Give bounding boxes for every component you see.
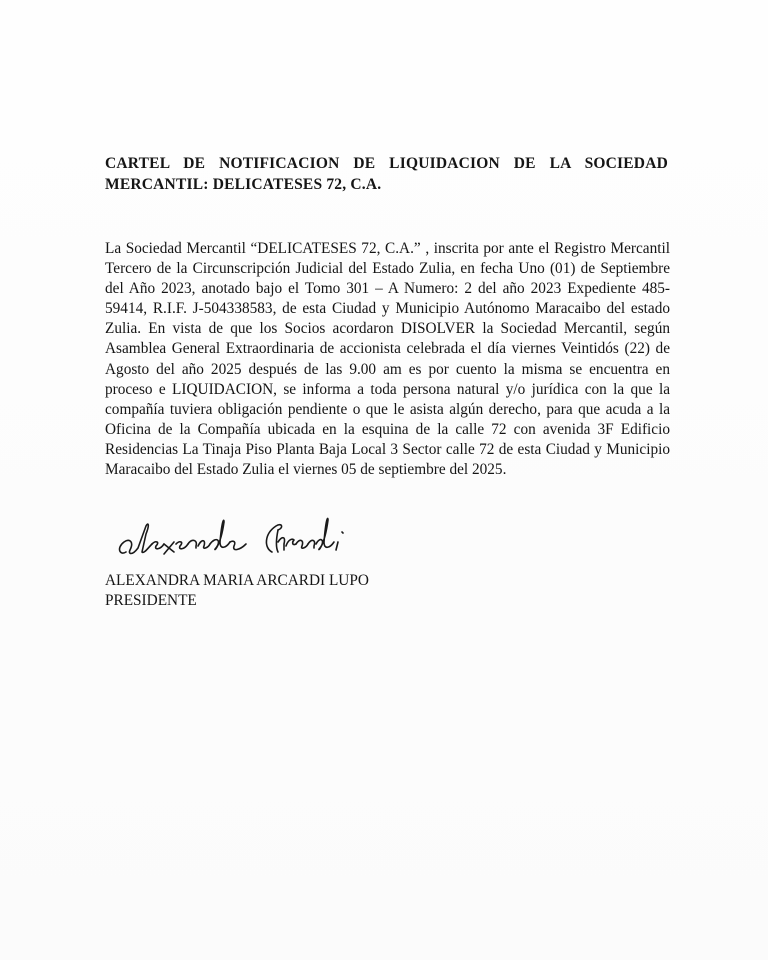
handwritten-signature bbox=[112, 512, 362, 570]
document-title: CARTEL DE NOTIFICACION DE LIQUIDACION DE LA SOCIEDAD MERCANTIL: DELICATESES 72, C.A. bbox=[105, 155, 668, 193]
notice-body-paragraph: La Sociedad Mercantil “DELICATESES 72, C.A.” , inscrita por ante el Registro Mercantil Tercero de la Circunscripción Judicial del Estado Zulia, en fecha Uno (01) de Septiembre del Año 2023, anotado bajo el Tomo 301 – A Numero: 2 del año 2023 Expediente 485-59414, R.I.F. J-504338583, de esta Ciudad y Municipio Autónomo Maracaibo del estado Zulia. En vista de que los Socios acordaron DISOLVER la Sociedad Mercantil, según Asamblea General Extraordinaria de accionista celebrada el día viernes Veintidós (22) de Agosto del año 2025 después de las 9.00 am es por cuento la misma se encuentra en proceso e LIQUIDACION, se informa a toda persona natural y/o jurídica con la que la compañía tuviera obligación pendiente o que le asista algún derecho, para que acuda a la Oficina de la Compañía ubicada en la esquina de la calle 72 con avenida 3F Edificio Residencias La Tinaja Piso Planta Baja Local 3 Sector calle 72 de esta Ciudad y Municipio Maracaibo del Estado Zulia el viernes 05 de septiembre del 2025. bbox=[105, 240, 670, 479]
signer-role: PRESIDENTE bbox=[105, 592, 197, 609]
signer-name: ALEXANDRA MARIA ARCARDI LUPO bbox=[105, 572, 369, 589]
